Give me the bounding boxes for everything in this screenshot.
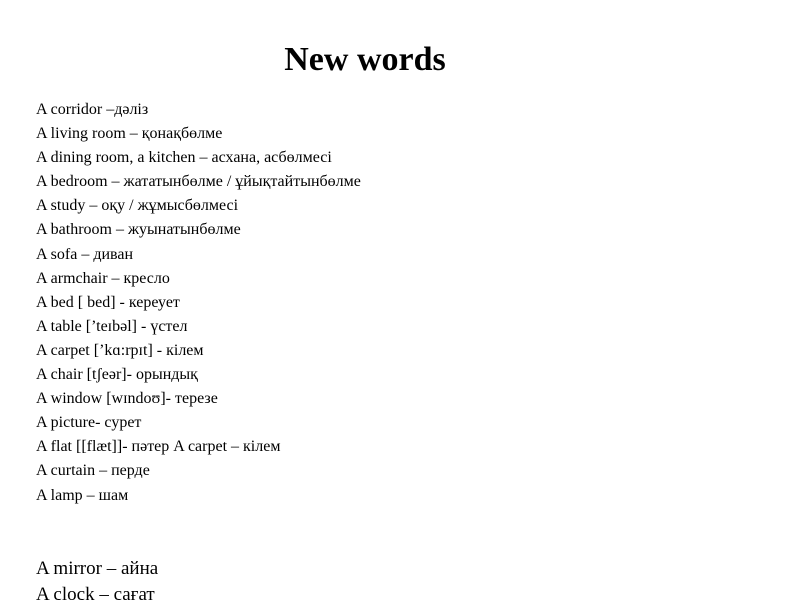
vocabulary-item: A carpet [’kɑ:rpɪt] - кілем (36, 341, 204, 359)
vocabulary-item: A clock – сағат (36, 584, 155, 605)
vocabulary-item: A picture- сурет (36, 414, 142, 432)
vocabulary-item: A lamp – шам (36, 486, 129, 504)
vocabulary-item: A bedroom – жататынбөлме / ұйықтайтынбөлме (36, 173, 361, 191)
vocabulary-list-continued (36, 556, 158, 608)
vocabulary-item: A study – оқу / жұмысбөлмесі (36, 197, 239, 215)
vocabulary-item: A curtain – перде (36, 462, 150, 480)
vocabulary-item: A bed [ bed] - кереует (36, 293, 180, 311)
vocabulary-item: A dining room, a kitchen – асхана, асбөлмесі (36, 149, 332, 167)
slide-title: New words (284, 41, 446, 78)
vocabulary-item: A flat [[flæt]]- пәтер A carpet – кілем (36, 438, 281, 456)
vocabulary-item: A living room – қонақбөлме (36, 125, 223, 143)
vocabulary-item: A sofa – диван (36, 245, 134, 263)
vocabulary-item: A bathroom – жуынатынбөлме (36, 221, 241, 239)
vocabulary-item: A corridor –дәліз (36, 101, 149, 118)
vocabulary-item: A mirror – айна (36, 558, 159, 579)
vocabulary-list (36, 98, 361, 508)
vocabulary-item: A table [’teɪbəl] - үстел (36, 317, 188, 335)
vocabulary-item: A chair [tʃeər]- орындық (36, 366, 198, 384)
vocabulary-item: A armchair – кресло (36, 269, 170, 287)
vocabulary-item: A window [wɪndoʊ]- терезе (36, 390, 218, 408)
